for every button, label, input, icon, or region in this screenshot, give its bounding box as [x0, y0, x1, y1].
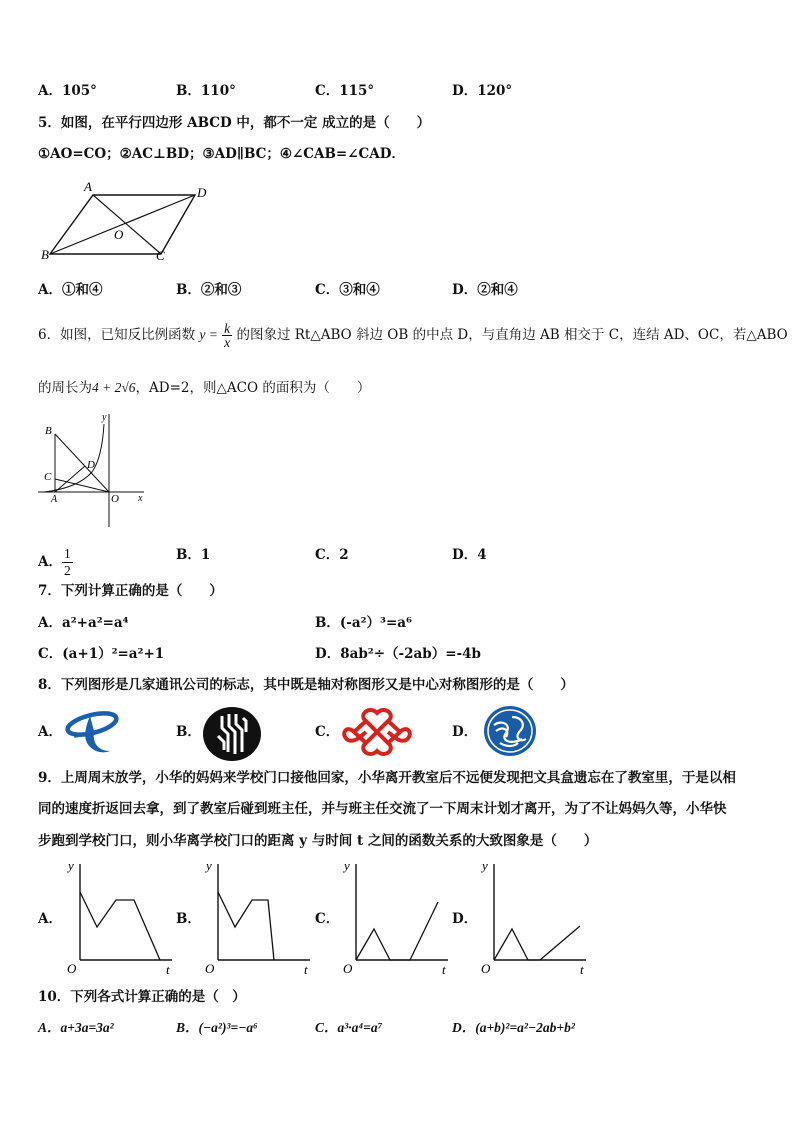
- q6-label-o: O: [111, 493, 119, 505]
- q4-option-d[interactable]: D．120°: [452, 83, 513, 99]
- q5-label-a: A: [84, 179, 92, 194]
- q9d-axis-origin: O: [481, 961, 491, 976]
- q8-mobile-logo-icon: [482, 705, 538, 757]
- q6-label-c: C: [44, 471, 52, 483]
- q10-option-d[interactable]: D．(a+b)²=a²−2ab+b²: [452, 1020, 575, 1035]
- q9-stem-line1: 9．上周周末放学，小华的妈妈来学校门口接他回家，小华离开教室后不远便发现把文具盒遗忘在了教室里，于是以相: [38, 770, 736, 786]
- q4-option-c[interactable]: C．115°: [315, 83, 375, 99]
- q6-option-c[interactable]: C．2: [315, 547, 349, 563]
- q5-label-b: B: [41, 247, 49, 262]
- q8-option-d[interactable]: D．: [452, 724, 478, 740]
- q9a-axis-y: y: [68, 858, 74, 873]
- q10-option-a[interactable]: A．a+3a=3a²: [38, 1020, 114, 1035]
- q5-stem: 5．如图，在平行四边形 ABCD 中，都不一定 成立的是（ ）: [38, 115, 431, 131]
- q7-option-c[interactable]: C．(a+1）²=a²+1: [38, 646, 165, 662]
- q8-unicom-knot-logo-icon: [342, 707, 412, 757]
- q9b-axis-t: t: [304, 962, 308, 976]
- q5-label-c: C: [156, 248, 165, 263]
- q9d-axis-y: y: [482, 858, 488, 873]
- q5-option-c[interactable]: C．③和④: [315, 282, 380, 298]
- q5-label-o: O: [114, 227, 124, 242]
- q8-stem: 8．下列图形是几家通讯公司的标志，其中既是轴对称图形又是中心对称图形的是（ ）: [38, 677, 574, 693]
- q7-option-a[interactable]: A．a²+a²=a⁴: [38, 615, 129, 631]
- q9b-axis-origin: O: [205, 961, 215, 976]
- q6-perimeter: 4 + 2√6: [92, 380, 136, 395]
- q9-stem-line3: 步跑到学校门口，则小华离学校门口的距离 y 与时间 t 之间的函数关系的大致图象是（ ）: [38, 833, 598, 849]
- q5-label-d: D: [197, 185, 207, 200]
- q9-option-d[interactable]: D．: [452, 911, 478, 927]
- q9-graph-c: [338, 856, 456, 976]
- q9a-axis-origin: O: [67, 961, 77, 976]
- q9d-axis-t: t: [580, 962, 584, 976]
- q9c-axis-origin: O: [343, 961, 353, 976]
- q6-label-b: B: [45, 425, 52, 437]
- q7-option-d[interactable]: D．8ab²÷（-2ab）=-4b: [315, 646, 481, 662]
- q6-label-y: y: [102, 412, 107, 423]
- q9-option-a[interactable]: A．: [38, 911, 62, 927]
- q9b-axis-y: y: [206, 858, 212, 873]
- q9-option-b[interactable]: B．: [176, 911, 201, 927]
- q6-label-a: A: [51, 494, 58, 505]
- q9-option-c[interactable]: C．: [315, 911, 340, 927]
- q8-telecom-logo-icon: [64, 707, 120, 755]
- q6-option-a[interactable]: A． $\frac{1}{2}$: [38, 546, 71, 578]
- q6-label-x: x: [138, 493, 143, 504]
- q9-graph-d: [476, 856, 594, 976]
- q5-option-a[interactable]: A．①和④: [38, 282, 103, 298]
- q8-option-b[interactable]: B．: [176, 724, 201, 740]
- q9a-axis-t: t: [166, 962, 170, 976]
- q4-option-a[interactable]: A．105°: [38, 83, 97, 99]
- q9c-axis-t: t: [442, 962, 446, 976]
- q6-option-b[interactable]: B．1: [176, 547, 211, 563]
- q6-stem-line1: 6．如图，已知反比例函数 y = $\frac{k}{x}$ 的图象过 Rt△ABO 斜边 OB 的中点 D，与直角边 AB 相交于 C，连结 AD、OC，若△ABO: [38, 321, 788, 350]
- q7-option-b[interactable]: B．(-a²）³=a⁶: [315, 615, 412, 631]
- q6-stem-line2: 的周长为4 + 2√6，AD=2，则△ACO 的面积为（ ）: [38, 380, 371, 396]
- q6-figure: [38, 410, 150, 530]
- q6-label-d: D: [87, 459, 95, 471]
- q9c-axis-y: y: [344, 858, 350, 873]
- q6-option-d[interactable]: D．4: [452, 547, 487, 563]
- q7-stem: 7．下列计算正确的是（ ）: [38, 583, 223, 599]
- q5-option-d[interactable]: D．②和④: [452, 282, 518, 298]
- q5-conditions: ①AO=CO；②AC⊥BD；③AD∥BC；④∠CAB=∠CAD．: [38, 146, 405, 162]
- q9-graph-a: [62, 856, 180, 976]
- q10-option-b[interactable]: B．(−a²)³=−a⁶: [176, 1020, 258, 1035]
- q4-option-b[interactable]: B．110°: [176, 83, 236, 99]
- q9-stem-line2: 同的速度折返回去拿，到了教室后碰到班主任，并与班主任交流了一下周末计划才离开，为了不让妈妈久等，小华快: [38, 801, 727, 817]
- q8-option-c[interactable]: C．: [315, 724, 340, 740]
- q10-option-c[interactable]: C．a³·a⁴=a⁷: [315, 1020, 383, 1035]
- q5-parallelogram-figure: [38, 178, 218, 264]
- q8-option-a[interactable]: A．: [38, 724, 62, 740]
- q10-stem: 10．下列各式计算正确的是（ ）: [38, 989, 246, 1005]
- q9-graph-b: [200, 856, 318, 976]
- q5-option-b[interactable]: B．②和③: [176, 282, 242, 298]
- q8-netcom-logo-icon: [202, 706, 262, 762]
